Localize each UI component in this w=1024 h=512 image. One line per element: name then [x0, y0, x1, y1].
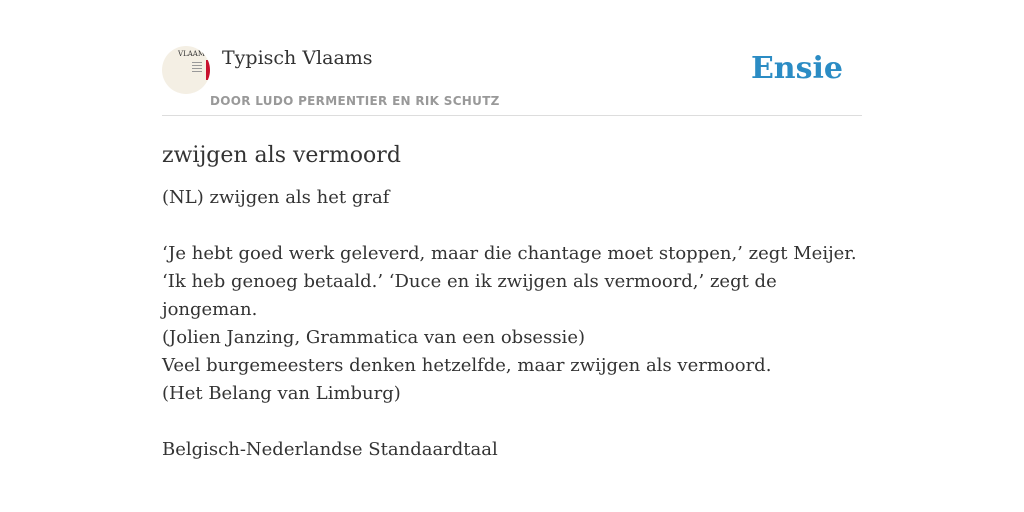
- brand-logo[interactable]: Ensie: [750, 51, 843, 86]
- header: [162, 44, 862, 116]
- logo-letters: VLAAMS: [178, 50, 210, 58]
- byline: DOOR LUDO PERMENTIER EN RIK SCHUTZ: [210, 94, 500, 108]
- quote-source: (Jolien Janzing, Grammatica van een obsessie): [162, 327, 585, 348]
- spacer: [162, 212, 862, 240]
- logo-accent: [206, 60, 210, 80]
- quote-line: ‘Je hebt goed werk geleverd, maar die chantage moet stoppen,’ zegt Meijer. ‘Ik heb genoeg betaald.’ ‘Duce en ik zwijgen als vermoord,’ zegt de jongeman.: [162, 243, 857, 320]
- logo-lines: [192, 62, 202, 74]
- entry-card: [162, 44, 862, 464]
- equivalent-text: (NL) zwijgen als het graf: [162, 187, 390, 208]
- site-logo[interactable]: [162, 46, 210, 94]
- entry-definition: [162, 184, 862, 464]
- entry-term: zwijgen als vermoord: [162, 143, 401, 168]
- quote-line: Veel burgemeesters denken hetzelfde, maar zwijgen als vermoord.: [162, 355, 772, 376]
- site-title[interactable]: Typisch Vlaams: [222, 47, 373, 69]
- quote-source: (Het Belang van Limburg): [162, 383, 401, 404]
- category-text: Belgisch-Nederlandse Standaardtaal: [162, 439, 498, 460]
- spacer: [162, 408, 862, 436]
